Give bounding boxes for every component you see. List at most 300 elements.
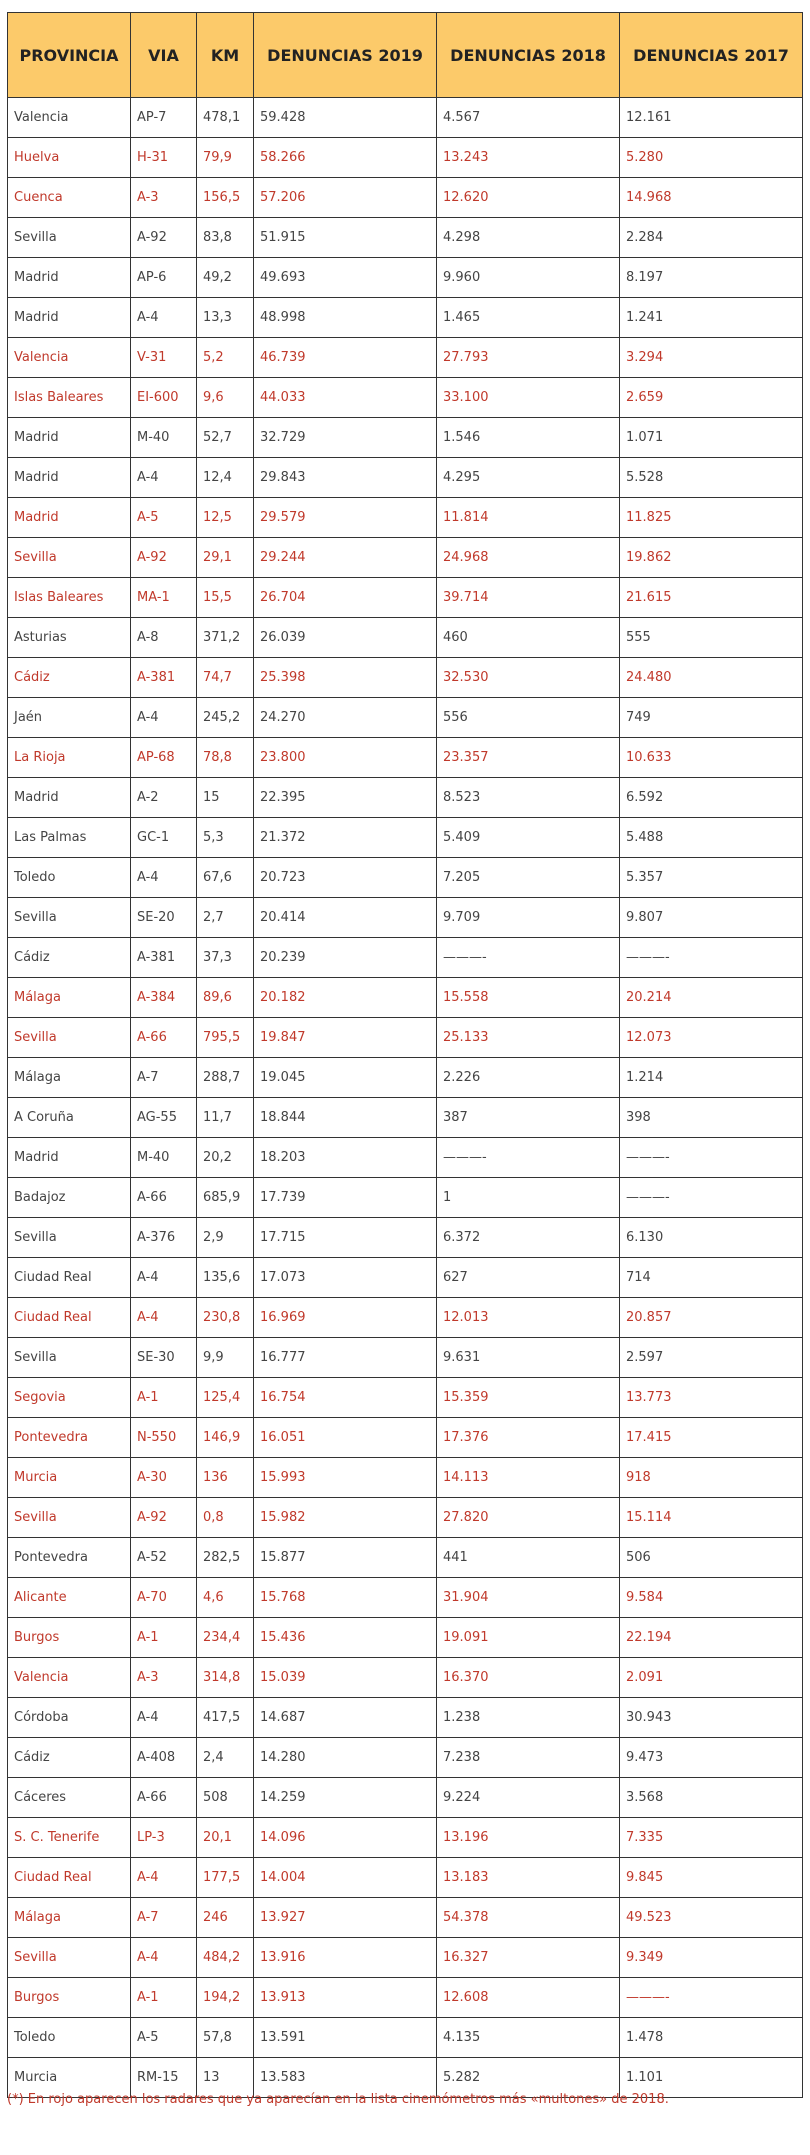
cell-denuncias-2017: 1.214 xyxy=(620,1058,803,1098)
cell-via: EI-600 xyxy=(131,378,197,418)
cell-via: A-4 xyxy=(131,1298,197,1338)
cell-denuncias-2019: 59.428 xyxy=(254,98,437,138)
cell-km: 234,4 xyxy=(197,1618,254,1658)
footnote: (*) En rojo aparecen los radares que ya aparecían en la lista cinemómetros más «multones» de 2018. xyxy=(7,2092,669,2107)
table-row xyxy=(8,818,803,858)
cell-denuncias-2019: 14.096 xyxy=(254,1818,437,1858)
cell-denuncias-2018: 17.376 xyxy=(437,1418,620,1458)
cell-denuncias-2019: 14.687 xyxy=(254,1698,437,1738)
cell-denuncias-2018: 14.113 xyxy=(437,1458,620,1498)
header-row xyxy=(8,13,803,98)
cell-km: 177,5 xyxy=(197,1858,254,1898)
cell-denuncias-2017: 13.773 xyxy=(620,1378,803,1418)
cell-via: A-66 xyxy=(131,1778,197,1818)
cell-via: A-1 xyxy=(131,1978,197,2018)
cell-km: 2,4 xyxy=(197,1738,254,1778)
cell-provincia: Córdoba xyxy=(8,1698,131,1738)
cell-denuncias-2018: 12.620 xyxy=(437,178,620,218)
cell-via: LP-3 xyxy=(131,1818,197,1858)
cell-denuncias-2017: 12.161 xyxy=(620,98,803,138)
cell-provincia: Madrid xyxy=(8,498,131,538)
cell-via: A-7 xyxy=(131,1058,197,1098)
table-row xyxy=(8,298,803,338)
cell-denuncias-2018: 11.814 xyxy=(437,498,620,538)
table-row xyxy=(8,1618,803,1658)
table-row xyxy=(8,258,803,298)
cell-via: A-30 xyxy=(131,1458,197,1498)
table-row xyxy=(8,1538,803,1578)
cell-denuncias-2018: 4.567 xyxy=(437,98,620,138)
cell-denuncias-2019: 16.051 xyxy=(254,1418,437,1458)
table-row xyxy=(8,1978,803,2018)
cell-denuncias-2017: 1.071 xyxy=(620,418,803,458)
cell-via: A-4 xyxy=(131,698,197,738)
cell-km: 417,5 xyxy=(197,1698,254,1738)
cell-km: 20,1 xyxy=(197,1818,254,1858)
cell-km: 13 xyxy=(197,2058,254,2098)
cell-km: 0,8 xyxy=(197,1498,254,1538)
cell-denuncias-2019: 15.768 xyxy=(254,1578,437,1618)
cell-denuncias-2017: 2.597 xyxy=(620,1338,803,1378)
cell-provincia: Burgos xyxy=(8,1978,131,2018)
cell-provincia: Cuenca xyxy=(8,178,131,218)
table-row xyxy=(8,1338,803,1378)
cell-km: 2,7 xyxy=(197,898,254,938)
cell-via: A-92 xyxy=(131,538,197,578)
cell-via: A-4 xyxy=(131,1938,197,1978)
cell-provincia: Cádiz xyxy=(8,938,131,978)
cell-denuncias-2019: 15.982 xyxy=(254,1498,437,1538)
cell-provincia: Asturias xyxy=(8,618,131,658)
cell-denuncias-2018: 15.359 xyxy=(437,1378,620,1418)
cell-provincia: Ciudad Real xyxy=(8,1298,131,1338)
cell-denuncias-2019: 15.039 xyxy=(254,1658,437,1698)
table-row xyxy=(8,1698,803,1738)
cell-provincia: Badajoz xyxy=(8,1178,131,1218)
cell-km: 478,1 xyxy=(197,98,254,138)
cell-denuncias-2018: 7.205 xyxy=(437,858,620,898)
cell-via: A-4 xyxy=(131,1258,197,1298)
cell-km: 15 xyxy=(197,778,254,818)
cell-km: 230,8 xyxy=(197,1298,254,1338)
cell-denuncias-2019: 13.591 xyxy=(254,2018,437,2058)
table-row xyxy=(8,1818,803,1858)
cell-km: 9,6 xyxy=(197,378,254,418)
header-km: KM xyxy=(197,13,254,98)
cell-via: AG-55 xyxy=(131,1098,197,1138)
cell-denuncias-2018: 5.282 xyxy=(437,2058,620,2098)
cell-provincia: Islas Baleares xyxy=(8,578,131,618)
cell-denuncias-2019: 13.916 xyxy=(254,1938,437,1978)
cell-km: 12,5 xyxy=(197,498,254,538)
cell-denuncias-2018: 12.608 xyxy=(437,1978,620,2018)
header-denuncias-2019: DENUNCIAS 2019 xyxy=(254,13,437,98)
cell-denuncias-2018: 9.960 xyxy=(437,258,620,298)
cell-via: A-66 xyxy=(131,1178,197,1218)
cell-denuncias-2017: 398 xyxy=(620,1098,803,1138)
table-row xyxy=(8,218,803,258)
cell-via: A-70 xyxy=(131,1578,197,1618)
cell-denuncias-2018: 33.100 xyxy=(437,378,620,418)
table-row xyxy=(8,1018,803,1058)
cell-denuncias-2017: ———- xyxy=(620,1978,803,2018)
cell-km: 2,9 xyxy=(197,1218,254,1258)
header-denuncias-2017: DENUNCIAS 2017 xyxy=(620,13,803,98)
cell-via: A-4 xyxy=(131,1858,197,1898)
cell-denuncias-2017: 9.349 xyxy=(620,1938,803,1978)
table-row xyxy=(8,1218,803,1258)
cell-denuncias-2017: 749 xyxy=(620,698,803,738)
cell-denuncias-2019: 26.704 xyxy=(254,578,437,618)
table-row xyxy=(8,1658,803,1698)
cell-denuncias-2018: 39.714 xyxy=(437,578,620,618)
cell-denuncias-2019: 20.723 xyxy=(254,858,437,898)
table-row xyxy=(8,1578,803,1618)
cell-denuncias-2018: 1.546 xyxy=(437,418,620,458)
cell-via: A-4 xyxy=(131,458,197,498)
cell-denuncias-2018: 32.530 xyxy=(437,658,620,698)
cell-via: A-7 xyxy=(131,1898,197,1938)
cell-via: A-4 xyxy=(131,1698,197,1738)
cell-denuncias-2017: 5.280 xyxy=(620,138,803,178)
table-row xyxy=(8,1498,803,1538)
cell-denuncias-2018: ———- xyxy=(437,938,620,978)
table-row xyxy=(8,1378,803,1418)
cell-denuncias-2018: 13.183 xyxy=(437,1858,620,1898)
table-row xyxy=(8,1858,803,1898)
cell-km: 83,8 xyxy=(197,218,254,258)
cell-denuncias-2018: 4.298 xyxy=(437,218,620,258)
cell-denuncias-2017: 9.807 xyxy=(620,898,803,938)
cell-provincia: Toledo xyxy=(8,858,131,898)
cell-provincia: Málaga xyxy=(8,1898,131,1938)
cell-denuncias-2018: 24.968 xyxy=(437,538,620,578)
table-row xyxy=(8,98,803,138)
cell-km: 11,7 xyxy=(197,1098,254,1138)
cell-denuncias-2019: 13.927 xyxy=(254,1898,437,1938)
cell-provincia: Huelva xyxy=(8,138,131,178)
cell-denuncias-2018: 7.238 xyxy=(437,1738,620,1778)
cell-denuncias-2017: 1.101 xyxy=(620,2058,803,2098)
cell-via: M-40 xyxy=(131,1138,197,1178)
cell-denuncias-2019: 20.414 xyxy=(254,898,437,938)
cell-km: 20,2 xyxy=(197,1138,254,1178)
cell-km: 246 xyxy=(197,1898,254,1938)
cell-km: 78,8 xyxy=(197,738,254,778)
cell-km: 282,5 xyxy=(197,1538,254,1578)
cell-denuncias-2019: 16.969 xyxy=(254,1298,437,1338)
cell-provincia: Pontevedra xyxy=(8,1418,131,1458)
cell-denuncias-2017: 6.130 xyxy=(620,1218,803,1258)
cell-denuncias-2019: 48.998 xyxy=(254,298,437,338)
cell-denuncias-2019: 15.877 xyxy=(254,1538,437,1578)
table-row xyxy=(8,1258,803,1298)
table-row xyxy=(8,1738,803,1778)
table-row xyxy=(8,618,803,658)
table-row xyxy=(8,418,803,458)
table-row xyxy=(8,1058,803,1098)
cell-denuncias-2017: 5.528 xyxy=(620,458,803,498)
cell-denuncias-2017: 12.073 xyxy=(620,1018,803,1058)
cell-denuncias-2018: 12.013 xyxy=(437,1298,620,1338)
cell-via: A-384 xyxy=(131,978,197,1018)
cell-denuncias-2017: 7.335 xyxy=(620,1818,803,1858)
table-row xyxy=(8,1418,803,1458)
cell-denuncias-2019: 14.004 xyxy=(254,1858,437,1898)
cell-provincia: La Rioja xyxy=(8,738,131,778)
cell-denuncias-2017: ———- xyxy=(620,1178,803,1218)
cell-denuncias-2019: 24.270 xyxy=(254,698,437,738)
cell-denuncias-2018: 54.378 xyxy=(437,1898,620,1938)
cell-via: A-4 xyxy=(131,858,197,898)
cell-via: A-3 xyxy=(131,1658,197,1698)
cell-via: A-5 xyxy=(131,498,197,538)
cell-denuncias-2018: 9.224 xyxy=(437,1778,620,1818)
cell-provincia: Valencia xyxy=(8,338,131,378)
cell-km: 314,8 xyxy=(197,1658,254,1698)
cell-denuncias-2019: 15.436 xyxy=(254,1618,437,1658)
cell-via: A-3 xyxy=(131,178,197,218)
cell-denuncias-2017: 2.284 xyxy=(620,218,803,258)
cell-via: AP-6 xyxy=(131,258,197,298)
cell-denuncias-2017: 9.473 xyxy=(620,1738,803,1778)
cell-via: A-52 xyxy=(131,1538,197,1578)
cell-provincia: Madrid xyxy=(8,418,131,458)
cell-denuncias-2017: 20.214 xyxy=(620,978,803,1018)
cell-provincia: S. C. Tenerife xyxy=(8,1818,131,1858)
cell-provincia: Sevilla xyxy=(8,218,131,258)
cell-denuncias-2017: 24.480 xyxy=(620,658,803,698)
cell-via: GC-1 xyxy=(131,818,197,858)
cell-via: SE-30 xyxy=(131,1338,197,1378)
cell-denuncias-2019: 29.244 xyxy=(254,538,437,578)
cell-provincia: Murcia xyxy=(8,2058,131,2098)
cell-via: A-4 xyxy=(131,298,197,338)
table-row xyxy=(8,1138,803,1178)
cell-denuncias-2018: 1.238 xyxy=(437,1698,620,1738)
cell-via: SE-20 xyxy=(131,898,197,938)
cell-km: 508 xyxy=(197,1778,254,1818)
cell-km: 12,4 xyxy=(197,458,254,498)
cell-denuncias-2017: ———- xyxy=(620,1138,803,1178)
cell-denuncias-2017: 714 xyxy=(620,1258,803,1298)
cell-provincia: Las Palmas xyxy=(8,818,131,858)
cell-provincia: Ciudad Real xyxy=(8,1258,131,1298)
cell-denuncias-2019: 17.073 xyxy=(254,1258,437,1298)
cell-denuncias-2017: 2.659 xyxy=(620,378,803,418)
cell-denuncias-2018: 16.327 xyxy=(437,1938,620,1978)
cell-provincia: Cáceres xyxy=(8,1778,131,1818)
cell-denuncias-2018: 31.904 xyxy=(437,1578,620,1618)
cell-provincia: Islas Baleares xyxy=(8,378,131,418)
cell-denuncias-2019: 32.729 xyxy=(254,418,437,458)
cell-denuncias-2018: 6.372 xyxy=(437,1218,620,1258)
cell-km: 52,7 xyxy=(197,418,254,458)
cell-denuncias-2018: 16.370 xyxy=(437,1658,620,1698)
cell-via: A-381 xyxy=(131,658,197,698)
table-row xyxy=(8,1938,803,1978)
cell-denuncias-2019: 14.280 xyxy=(254,1738,437,1778)
cell-denuncias-2018: 4.135 xyxy=(437,2018,620,2058)
cell-via: MA-1 xyxy=(131,578,197,618)
cell-provincia: Burgos xyxy=(8,1618,131,1658)
cell-km: 795,5 xyxy=(197,1018,254,1058)
cell-provincia: Sevilla xyxy=(8,1018,131,1058)
cell-via: AP-7 xyxy=(131,98,197,138)
cell-denuncias-2019: 44.033 xyxy=(254,378,437,418)
cell-denuncias-2019: 18.203 xyxy=(254,1138,437,1178)
cell-denuncias-2018: 1.465 xyxy=(437,298,620,338)
cell-km: 5,3 xyxy=(197,818,254,858)
cell-denuncias-2017: 9.845 xyxy=(620,1858,803,1898)
cell-via: A-381 xyxy=(131,938,197,978)
cell-denuncias-2017: 1.478 xyxy=(620,2018,803,2058)
cell-denuncias-2019: 57.206 xyxy=(254,178,437,218)
cell-via: A-1 xyxy=(131,1618,197,1658)
cell-via: N-550 xyxy=(131,1418,197,1458)
cell-via: M-40 xyxy=(131,418,197,458)
cell-via: AP-68 xyxy=(131,738,197,778)
cell-km: 156,5 xyxy=(197,178,254,218)
cell-denuncias-2018: 2.226 xyxy=(437,1058,620,1098)
radar-table xyxy=(7,12,803,2098)
cell-provincia: Pontevedra xyxy=(8,1538,131,1578)
table-row xyxy=(8,2018,803,2058)
cell-provincia: A Coruña xyxy=(8,1098,131,1138)
table-row xyxy=(8,778,803,818)
cell-provincia: Jaén xyxy=(8,698,131,738)
cell-via: A-92 xyxy=(131,218,197,258)
table-row xyxy=(8,1298,803,1338)
cell-via: V-31 xyxy=(131,338,197,378)
cell-denuncias-2019: 16.777 xyxy=(254,1338,437,1378)
cell-km: 49,2 xyxy=(197,258,254,298)
cell-via: A-376 xyxy=(131,1218,197,1258)
table-row xyxy=(8,458,803,498)
cell-km: 9,9 xyxy=(197,1338,254,1378)
cell-denuncias-2019: 15.993 xyxy=(254,1458,437,1498)
cell-denuncias-2019: 20.182 xyxy=(254,978,437,1018)
cell-denuncias-2017: 30.943 xyxy=(620,1698,803,1738)
cell-denuncias-2019: 29.579 xyxy=(254,498,437,538)
cell-denuncias-2018: 9.709 xyxy=(437,898,620,938)
cell-denuncias-2017: 1.241 xyxy=(620,298,803,338)
table-row xyxy=(8,978,803,1018)
cell-km: 29,1 xyxy=(197,538,254,578)
table-row xyxy=(8,898,803,938)
cell-denuncias-2017: 17.415 xyxy=(620,1418,803,1458)
cell-provincia: Sevilla xyxy=(8,1338,131,1378)
cell-km: 371,2 xyxy=(197,618,254,658)
table-row xyxy=(8,578,803,618)
cell-denuncias-2018: 441 xyxy=(437,1538,620,1578)
table-row xyxy=(8,938,803,978)
cell-denuncias-2018: ———- xyxy=(437,1138,620,1178)
cell-provincia: Valencia xyxy=(8,98,131,138)
cell-provincia: Cádiz xyxy=(8,1738,131,1778)
cell-denuncias-2019: 49.693 xyxy=(254,258,437,298)
table-row xyxy=(8,698,803,738)
cell-denuncias-2018: 27.820 xyxy=(437,1498,620,1538)
cell-denuncias-2017: 8.197 xyxy=(620,258,803,298)
cell-denuncias-2019: 17.715 xyxy=(254,1218,437,1258)
table-row xyxy=(8,178,803,218)
cell-provincia: Madrid xyxy=(8,258,131,298)
cell-denuncias-2018: 27.793 xyxy=(437,338,620,378)
cell-denuncias-2017: 2.091 xyxy=(620,1658,803,1698)
cell-denuncias-2017: 14.968 xyxy=(620,178,803,218)
cell-denuncias-2018: 627 xyxy=(437,1258,620,1298)
cell-denuncias-2019: 19.847 xyxy=(254,1018,437,1058)
cell-denuncias-2017: 3.294 xyxy=(620,338,803,378)
cell-denuncias-2017: 555 xyxy=(620,618,803,658)
cell-via: A-408 xyxy=(131,1738,197,1778)
table-row xyxy=(8,1098,803,1138)
cell-provincia: Sevilla xyxy=(8,1218,131,1258)
cell-denuncias-2019: 22.395 xyxy=(254,778,437,818)
cell-via: RM-15 xyxy=(131,2058,197,2098)
cell-denuncias-2019: 29.843 xyxy=(254,458,437,498)
cell-km: 125,4 xyxy=(197,1378,254,1418)
cell-km: 67,6 xyxy=(197,858,254,898)
cell-provincia: Sevilla xyxy=(8,1498,131,1538)
cell-denuncias-2018: 13.196 xyxy=(437,1818,620,1858)
cell-denuncias-2019: 51.915 xyxy=(254,218,437,258)
cell-denuncias-2019: 13.913 xyxy=(254,1978,437,2018)
cell-provincia: Valencia xyxy=(8,1658,131,1698)
table-row xyxy=(8,1458,803,1498)
table-row xyxy=(8,138,803,178)
cell-km: 245,2 xyxy=(197,698,254,738)
cell-denuncias-2018: 19.091 xyxy=(437,1618,620,1658)
cell-km: 74,7 xyxy=(197,658,254,698)
cell-km: 89,6 xyxy=(197,978,254,1018)
cell-denuncias-2017: 5.488 xyxy=(620,818,803,858)
cell-denuncias-2017: 15.114 xyxy=(620,1498,803,1538)
table-row xyxy=(8,1778,803,1818)
cell-denuncias-2018: 460 xyxy=(437,618,620,658)
cell-denuncias-2018: 23.357 xyxy=(437,738,620,778)
cell-denuncias-2018: 15.558 xyxy=(437,978,620,1018)
cell-provincia: Madrid xyxy=(8,458,131,498)
cell-denuncias-2018: 13.243 xyxy=(437,138,620,178)
cell-via: A-8 xyxy=(131,618,197,658)
cell-km: 288,7 xyxy=(197,1058,254,1098)
table-row xyxy=(8,498,803,538)
cell-denuncias-2017: 3.568 xyxy=(620,1778,803,1818)
table-row xyxy=(8,1178,803,1218)
cell-denuncias-2019: 17.739 xyxy=(254,1178,437,1218)
header-provincia: PROVINCIA xyxy=(8,13,131,98)
cell-denuncias-2017: 11.825 xyxy=(620,498,803,538)
cell-km: 146,9 xyxy=(197,1418,254,1458)
cell-denuncias-2017: 5.357 xyxy=(620,858,803,898)
cell-denuncias-2019: 16.754 xyxy=(254,1378,437,1418)
cell-denuncias-2019: 46.739 xyxy=(254,338,437,378)
cell-denuncias-2019: 13.583 xyxy=(254,2058,437,2098)
cell-denuncias-2017: 49.523 xyxy=(620,1898,803,1938)
cell-denuncias-2019: 20.239 xyxy=(254,938,437,978)
cell-via: A-1 xyxy=(131,1378,197,1418)
cell-denuncias-2018: 8.523 xyxy=(437,778,620,818)
cell-km: 79,9 xyxy=(197,138,254,178)
cell-denuncias-2017: 19.862 xyxy=(620,538,803,578)
cell-provincia: Málaga xyxy=(8,1058,131,1098)
cell-provincia: Madrid xyxy=(8,1138,131,1178)
cell-provincia: Cádiz xyxy=(8,658,131,698)
cell-km: 194,2 xyxy=(197,1978,254,2018)
cell-provincia: Málaga xyxy=(8,978,131,1018)
